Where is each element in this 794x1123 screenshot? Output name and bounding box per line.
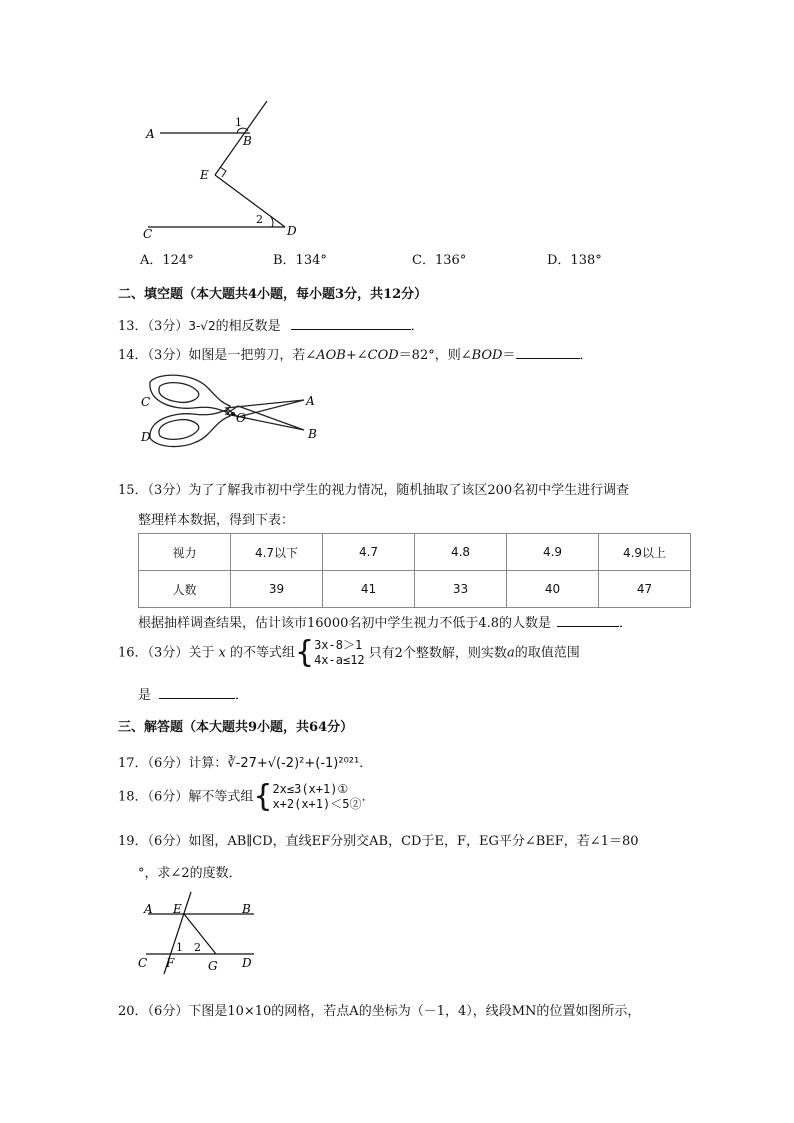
q13-end: ． <box>410 319 424 334</box>
q15-text-1: 为了了解我市初中学生的视力情况，随机抽取了该区200名初中学生进行调查 <box>188 483 630 498</box>
q20 <box>118 1000 640 1019</box>
table-cell: 4.9 <box>507 534 599 571</box>
table-cell: 4.7 <box>323 534 415 571</box>
q12-option-a: A．124° <box>140 253 194 268</box>
q14-number: 14． <box>118 348 148 363</box>
q16-text-c: 只有2个整数解，则实数 <box>368 645 507 661</box>
q14-text-d: ＝ <box>502 348 516 363</box>
q19-text-1: 如图，AB∥CD，直线EF分别交AB，CD于E，F，EG平分∠BEF，若∠1＝80 <box>188 834 639 849</box>
q19-score: （6分） <box>147 834 189 849</box>
q18-inequality-system <box>253 779 362 814</box>
q19-label-two: 2 <box>194 941 201 954</box>
q16-inequality-2: 4x-a≤12 <box>314 653 365 667</box>
q13 <box>118 315 424 334</box>
q14-score: （3分） <box>147 348 189 363</box>
table-cell: 4.8 <box>415 534 507 571</box>
table-cell: 4.7以下 <box>231 534 323 571</box>
q19-number: 19． <box>118 834 148 849</box>
q12-label-two: 2 <box>256 213 263 226</box>
q19-label-e: E <box>173 902 182 916</box>
q18-inequality-2: x+2(x+1)＜5② <box>272 797 362 811</box>
q16-brace: { <box>294 635 315 670</box>
q16-variable-a: a <box>506 645 515 661</box>
q13-expression: 3-√2 <box>188 319 216 333</box>
q18-score: （6分） <box>147 789 189 805</box>
q15-line-2: 整理样本数据，得到下表： <box>138 513 295 528</box>
table-cell: 41 <box>323 571 415 608</box>
q17-score: （6分） <box>147 756 189 771</box>
q12-label-a: A <box>146 127 155 141</box>
section-2-heading: 二、填空题（本大题共4小题，每小题3分，共12分） <box>118 287 428 302</box>
q16-text-b: 的不等式组 <box>229 645 295 661</box>
q12-label-b: B <box>243 134 252 148</box>
q15-end: ． <box>619 616 633 631</box>
q14-answer-blank[interactable] <box>516 346 580 359</box>
q12-label-c: C <box>143 227 153 241</box>
table-cell: 4.9以上 <box>599 534 691 571</box>
q16-end: ． <box>235 688 249 703</box>
q14-text-b: +∠ <box>345 348 368 363</box>
q14-label-c: C <box>141 395 151 409</box>
q14-label-a: A <box>306 394 315 408</box>
q15-line-1 <box>118 479 629 498</box>
table-cell: 40 <box>507 571 599 608</box>
q19-label-f: F <box>166 956 175 970</box>
q16-inequality-1: 3x-8＞1 <box>314 638 363 652</box>
q17-expression: ∛-27+√(-2)²+(-1)²⁰²¹ <box>227 756 360 771</box>
table-cell: 33 <box>415 571 507 608</box>
q16-line-2 <box>138 684 248 703</box>
q16-text-a: 关于 <box>188 645 215 661</box>
q14-text-a: 如图是一把剪刀，若∠ <box>188 348 317 363</box>
q20-text: 下图是10×10的网格，若点A的坐标为（－1，4），线段MN的位置如图所示， <box>188 1004 641 1019</box>
q14-label-d: D <box>141 430 151 444</box>
q16-number: 16． <box>118 645 148 661</box>
q16-answer-blank[interactable] <box>159 686 235 699</box>
q14-pivot-dot <box>231 412 235 416</box>
q16-text-line2: 是 <box>138 688 152 703</box>
q15-line-3 <box>138 612 632 631</box>
q16-line-1 <box>118 635 580 670</box>
q19-label-c: C <box>138 956 148 970</box>
q18-end: ． <box>361 789 375 805</box>
q19-label-g: G <box>208 959 218 973</box>
q19-figure <box>136 888 266 976</box>
q13-answer-blank[interactable] <box>291 317 411 330</box>
q15-score: （3分） <box>147 483 189 498</box>
q16-text-d: 的取值范围 <box>514 645 580 661</box>
q18-inequality-1: 2x≤3(x+1)① <box>272 782 349 796</box>
q19-label-one: 1 <box>176 941 183 954</box>
table-cell: 39 <box>231 571 323 608</box>
q18 <box>118 779 375 814</box>
table-cell: 47 <box>599 571 691 608</box>
q12-option-d: D．138° <box>547 253 602 268</box>
q15-number: 15． <box>118 483 148 498</box>
table-row <box>139 571 691 608</box>
q14 <box>118 344 593 363</box>
q20-number: 20． <box>118 1004 148 1019</box>
q12-option-c: C．136° <box>412 253 467 268</box>
q14-aob: AOB <box>316 348 346 363</box>
q20-score: （6分） <box>147 1004 189 1019</box>
q13-number: 13． <box>118 319 148 334</box>
q17-end: ． <box>359 756 373 771</box>
q14-label-o: O <box>236 411 246 425</box>
q12-label-d: D <box>287 224 297 238</box>
q18-brace: { <box>253 779 273 814</box>
q16-inequality-system <box>294 635 365 670</box>
table-row <box>139 534 691 571</box>
table-cell: 人数 <box>139 571 231 608</box>
q14-text-c: ＝82°，则∠ <box>398 348 472 363</box>
q17 <box>118 752 372 771</box>
q17-text: 计算： <box>188 756 228 771</box>
q17-number: 17． <box>118 756 148 771</box>
q16-score: （3分） <box>147 645 189 661</box>
q19-label-b: B <box>242 902 251 916</box>
q19-line-2: °，求∠2的度数． <box>138 866 242 881</box>
table-cell: 视力 <box>139 534 231 571</box>
section-3-heading: 三、解答题（本大题共9小题，共64分） <box>118 720 354 735</box>
q13-score: （3分） <box>147 319 189 334</box>
q14-cod: COD <box>367 348 399 363</box>
q14-label-b: B <box>308 427 317 441</box>
q16-variable-x: x <box>218 645 226 661</box>
q15-vision-table <box>138 533 691 608</box>
q15-answer-blank[interactable] <box>557 614 619 627</box>
q14-scissors-figure <box>138 370 328 455</box>
q14-end: ． <box>579 348 593 363</box>
q12-label-e: E <box>200 168 209 182</box>
q12-figure <box>140 95 310 245</box>
q13-text: 的相反数是 <box>215 319 281 334</box>
q19-label-a: A <box>144 902 153 916</box>
q19-line-1 <box>118 830 639 849</box>
q19-label-d: D <box>242 956 252 970</box>
q12-label-one: 1 <box>235 116 242 129</box>
q15-text-3: 根据抽样调查结果，估计该市16000名初中学生视力不低于4.8的人数是 <box>138 616 552 631</box>
q18-text: 解不等式组 <box>188 789 254 805</box>
q14-bod: BOD <box>471 348 503 363</box>
q12-option-b: B．134° <box>273 253 327 268</box>
q18-number: 18． <box>118 789 148 805</box>
